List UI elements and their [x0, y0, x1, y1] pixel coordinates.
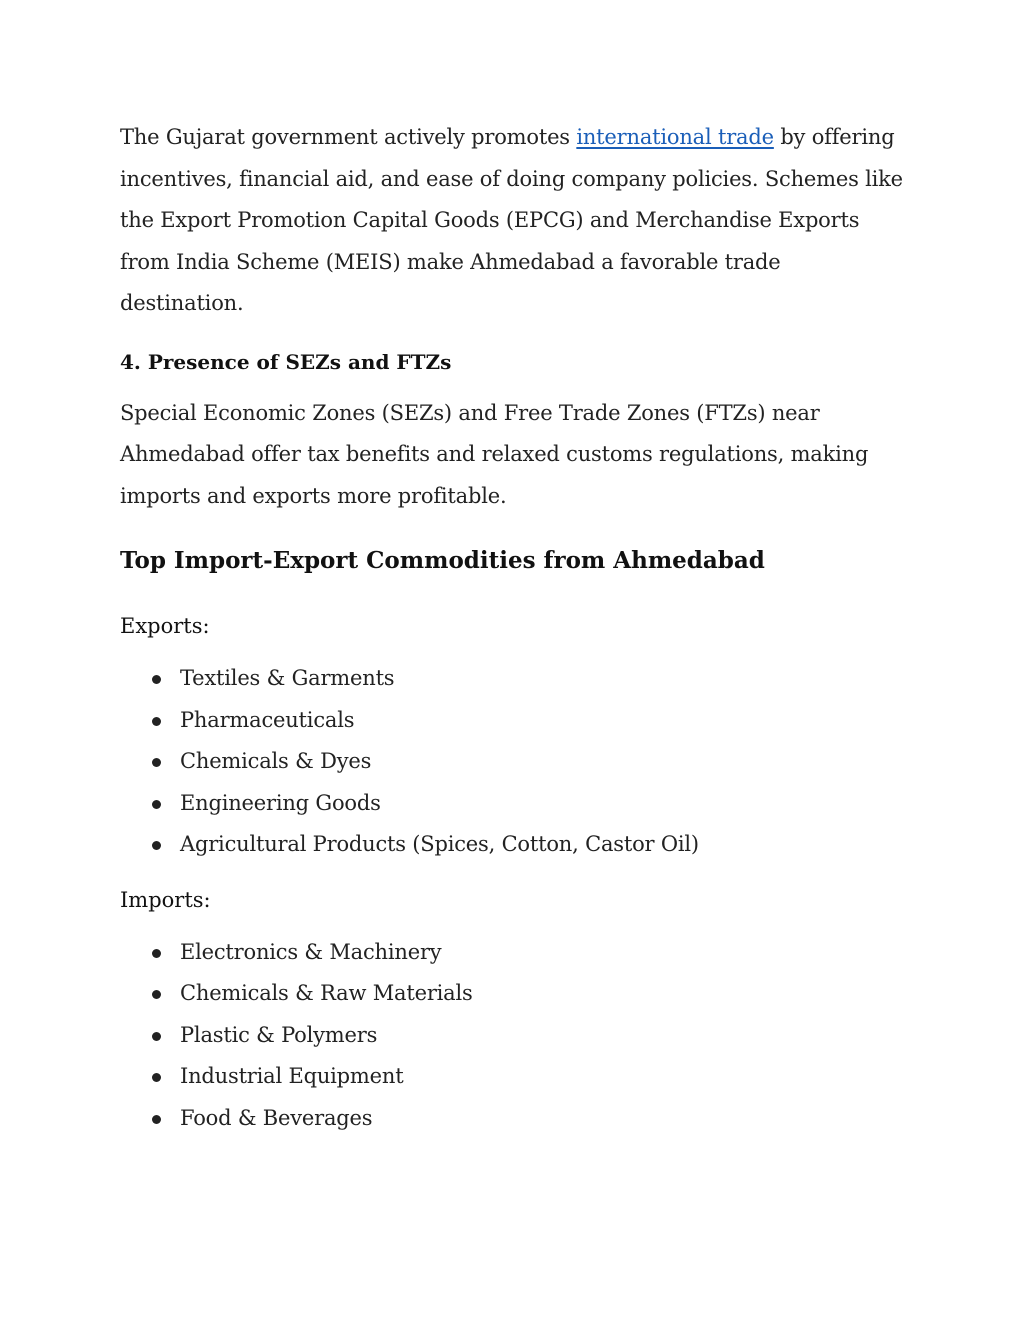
bullet-icon — [152, 675, 161, 684]
bullet-icon — [152, 1115, 161, 1124]
international-trade-link[interactable]: international trade — [576, 125, 774, 149]
commodities-heading: Top Import-Export Commodities from Ahmedabad — [120, 547, 765, 574]
list-item: Electronics & Machinery — [120, 932, 910, 974]
intro-text-after-link: by offering incentives, financial aid, and ease of doing company policies. Schemes like the Export Promotion Capital Goods (EPCG) and Merchandise Exports from India Scheme (MEIS) make Ahmedabad a favorable trade destination. — [120, 125, 903, 315]
list-item: Chemicals & Dyes — [120, 741, 910, 783]
bullet-icon — [152, 717, 161, 726]
bullet-icon — [152, 841, 161, 850]
bullet-icon — [152, 990, 161, 999]
list-item: Textiles & Garments — [120, 658, 910, 700]
list-item: Food & Beverages — [120, 1098, 910, 1140]
list-item: Plastic & Polymers — [120, 1015, 910, 1057]
intro-text-before-link: The Gujarat government actively promotes — [120, 125, 577, 149]
intro-paragraph — [120, 117, 910, 325]
exports-label: Exports: — [120, 614, 210, 638]
bullet-icon — [152, 1032, 161, 1041]
sez-heading: 4. Presence of SEZs and FTZs — [120, 349, 452, 374]
list-item: Pharmaceuticals — [120, 700, 910, 742]
imports-list — [120, 932, 910, 1140]
bullet-icon — [152, 758, 161, 767]
list-item: Engineering Goods — [120, 783, 910, 825]
imports-label: Imports: — [120, 887, 211, 912]
list-item: Industrial Equipment — [120, 1056, 910, 1098]
exports-list — [120, 658, 910, 866]
bullet-icon — [152, 949, 161, 958]
list-item: Agricultural Products (Spices, Cotton, Castor Oil) — [120, 824, 910, 866]
bullet-icon — [152, 1073, 161, 1082]
bullet-icon — [152, 800, 161, 809]
list-item: Chemicals & Raw Materials — [120, 973, 910, 1015]
sez-paragraph: Special Economic Zones (SEZs) and Free Trade Zones (FTZs) near Ahmedabad offer tax benefits and relaxed customs regulations, making imports and exports more profitable. — [120, 400, 869, 508]
document-page — [120, 117, 910, 1139]
